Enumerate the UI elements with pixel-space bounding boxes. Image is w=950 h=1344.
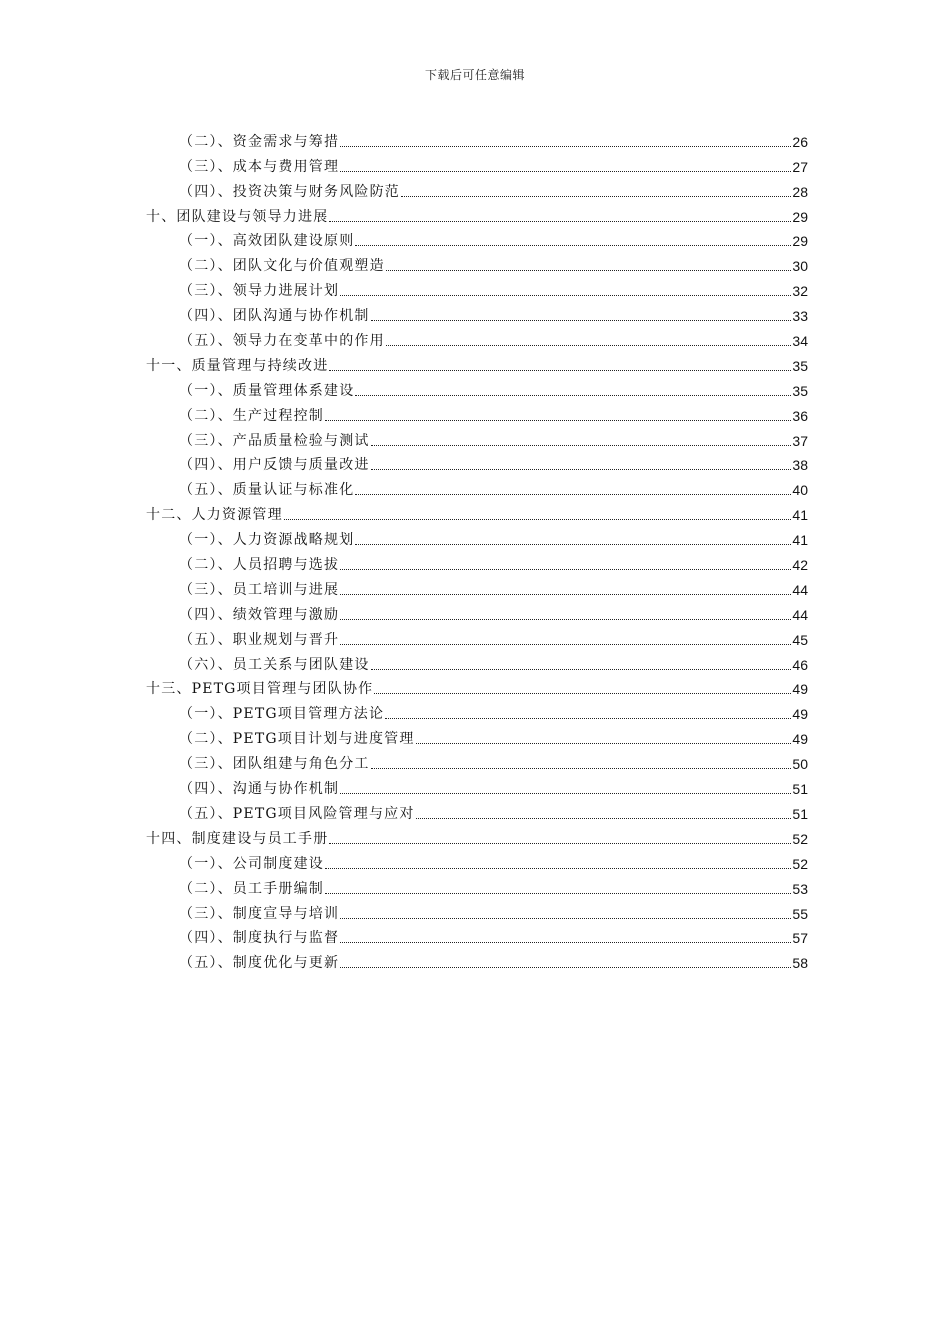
toc-page-number: 30 — [792, 258, 808, 275]
toc-entry-title: （三）、成本与费用管理 — [179, 158, 340, 175]
page-header: 下载后可任意编辑 — [424, 68, 525, 82]
toc-page-number: 44 — [792, 581, 808, 598]
toc-section-entry[interactable] — [146, 226, 808, 251]
toc-page-number: 45 — [792, 631, 808, 648]
toc-page-number: 46 — [792, 656, 808, 673]
toc-dot-leader — [355, 395, 791, 396]
toc-chapter-entry[interactable] — [146, 350, 808, 375]
toc-dot-leader — [325, 420, 791, 421]
toc-entry-title: （一）、高效团队建设原则 — [179, 233, 355, 250]
toc-dot-leader — [325, 868, 791, 869]
toc-dot-leader — [355, 245, 791, 246]
toc-section-entry[interactable] — [146, 176, 808, 201]
toc-section-entry[interactable] — [146, 773, 808, 798]
table-of-contents — [146, 126, 808, 972]
toc-chapter-entry[interactable] — [146, 499, 808, 524]
toc-entry-title: （二）、人员招聘与选拔 — [179, 557, 340, 574]
toc-dot-leader — [386, 345, 792, 346]
toc-page-number: 49 — [792, 706, 808, 723]
toc-section-entry[interactable] — [146, 524, 808, 549]
toc-entry-title: （二）、生产过程控制 — [179, 407, 324, 424]
toc-page-number: 49 — [792, 681, 808, 698]
toc-entry-title: 十一、质量管理与持续改进 — [146, 357, 329, 374]
toc-page-number: 35 — [792, 382, 808, 399]
toc-entry-title: （四）、用户反馈与质量改进 — [179, 457, 370, 474]
toc-chapter-entry[interactable] — [146, 674, 808, 699]
toc-section-entry[interactable] — [146, 400, 808, 425]
toc-dot-leader — [371, 445, 792, 446]
toc-page-number: 34 — [792, 333, 808, 350]
toc-entry-title: 十二、人力资源管理 — [146, 507, 283, 524]
toc-dot-leader — [371, 669, 792, 670]
toc-page-number: 51 — [792, 781, 808, 798]
toc-section-entry[interactable] — [146, 574, 808, 599]
toc-entry-title: （五）、领导力在变革中的作用 — [179, 333, 385, 350]
toc-page-number: 52 — [792, 830, 808, 847]
toc-entry-title: （五）、PETG项目风险管理与应对 — [179, 805, 415, 822]
toc-chapter-entry[interactable] — [146, 201, 808, 226]
toc-entry-title: （四）、绩效管理与激励 — [179, 606, 340, 623]
toc-section-entry[interactable] — [146, 848, 808, 873]
toc-dot-leader — [340, 942, 791, 943]
toc-section-entry[interactable] — [146, 624, 808, 649]
toc-page-number: 29 — [792, 208, 808, 225]
toc-dot-leader — [284, 519, 792, 520]
toc-dot-leader — [416, 743, 792, 744]
toc-section-entry[interactable] — [146, 151, 808, 176]
toc-entry-title: （五）、制度优化与更新 — [179, 955, 340, 972]
toc-entry-title: （五）、质量认证与标准化 — [179, 482, 355, 499]
toc-page-number: 41 — [792, 507, 808, 524]
toc-section-entry[interactable] — [146, 300, 808, 325]
toc-section-entry[interactable] — [146, 599, 808, 624]
toc-page-number: 37 — [792, 432, 808, 449]
toc-entry-title: （一）、质量管理体系建设 — [179, 382, 355, 399]
toc-dot-leader — [340, 295, 791, 296]
toc-entry-title: （一）、公司制度建设 — [179, 855, 324, 872]
toc-dot-leader — [401, 196, 791, 197]
toc-page-number: 33 — [792, 308, 808, 325]
toc-dot-leader — [329, 221, 791, 222]
toc-dot-leader — [340, 918, 791, 919]
toc-page-number: 44 — [792, 606, 808, 623]
toc-page-number: 52 — [792, 855, 808, 872]
toc-entry-title: （二）、PETG项目计划与进度管理 — [179, 731, 415, 748]
toc-page-number: 32 — [792, 283, 808, 300]
toc-page-number: 27 — [792, 158, 808, 175]
toc-dot-leader — [340, 171, 791, 172]
toc-page-number: 28 — [792, 183, 808, 200]
toc-dot-leader — [371, 469, 792, 470]
toc-dot-leader — [340, 644, 791, 645]
toc-page-number: 49 — [792, 731, 808, 748]
toc-section-entry[interactable] — [146, 275, 808, 300]
toc-section-entry[interactable] — [146, 649, 808, 674]
toc-section-entry[interactable] — [146, 723, 808, 748]
toc-entry-title: （二）、团队文化与价值观塑造 — [179, 258, 385, 275]
toc-dot-leader — [329, 370, 791, 371]
toc-dot-leader — [385, 718, 791, 719]
toc-entry-title: （一）、PETG项目管理方法论 — [179, 706, 385, 723]
toc-section-entry[interactable] — [146, 375, 808, 400]
toc-chapter-entry[interactable] — [146, 823, 808, 848]
toc-section-entry[interactable] — [146, 873, 808, 898]
toc-dot-leader — [386, 270, 792, 271]
toc-section-entry[interactable] — [146, 250, 808, 275]
toc-page-number: 50 — [792, 756, 808, 773]
toc-dot-leader — [355, 544, 791, 545]
toc-entry-title: （三）、员工培训与进展 — [179, 581, 340, 598]
toc-entry-title: （三）、领导力进展计划 — [179, 283, 340, 300]
toc-page-number: 38 — [792, 457, 808, 474]
toc-entry-title: （四）、沟通与协作机制 — [179, 781, 340, 798]
toc-section-entry[interactable] — [146, 474, 808, 499]
toc-entry-title: （一）、人力资源战略规划 — [179, 532, 355, 549]
toc-dot-leader — [329, 843, 791, 844]
toc-dot-leader — [340, 967, 791, 968]
toc-page-number: 58 — [792, 955, 808, 972]
toc-entry-title: （二）、员工手册编制 — [179, 880, 324, 897]
toc-section-entry[interactable] — [146, 698, 808, 723]
toc-entry-title: （六）、员工关系与团队建设 — [179, 656, 370, 673]
toc-entry-title: （二）、资金需求与筹措 — [179, 133, 340, 150]
toc-section-entry[interactable] — [146, 126, 808, 151]
toc-entry-title: 十四、制度建设与员工手册 — [146, 830, 329, 847]
toc-dot-leader — [325, 893, 791, 894]
toc-entry-title: 十、团队建设与领导力进展 — [146, 208, 329, 225]
toc-page-number: 55 — [792, 905, 808, 922]
toc-dot-leader — [340, 569, 791, 570]
toc-dot-leader — [340, 619, 791, 620]
toc-entry-title: （四）、投资决策与财务风险防范 — [179, 183, 400, 200]
toc-entry-title: （三）、制度宣导与培训 — [179, 905, 340, 922]
toc-page-number: 29 — [792, 233, 808, 250]
toc-page-number: 53 — [792, 880, 808, 897]
toc-page-number: 26 — [792, 133, 808, 150]
toc-entry-title: （三）、产品质量检验与测试 — [179, 432, 370, 449]
toc-section-entry[interactable] — [146, 748, 808, 773]
toc-dot-leader — [355, 494, 791, 495]
toc-page-number: 40 — [792, 482, 808, 499]
toc-page-number: 36 — [792, 407, 808, 424]
toc-section-entry[interactable] — [146, 450, 808, 475]
toc-dot-leader — [374, 693, 791, 694]
toc-dot-leader — [340, 146, 791, 147]
toc-section-entry[interactable] — [146, 798, 808, 823]
toc-dot-leader — [371, 320, 792, 321]
toc-dot-leader — [340, 594, 791, 595]
toc-section-entry[interactable] — [146, 549, 808, 574]
toc-section-entry[interactable] — [146, 923, 808, 948]
toc-page-number: 51 — [792, 805, 808, 822]
toc-page-number: 57 — [792, 930, 808, 947]
toc-section-entry[interactable] — [146, 425, 808, 450]
toc-page-number: 42 — [792, 557, 808, 574]
toc-entry-title: 十三、PETG项目管理与团队协作 — [146, 681, 374, 698]
toc-dot-leader — [371, 768, 792, 769]
toc-entry-title: （四）、团队沟通与协作机制 — [179, 308, 370, 325]
toc-section-entry[interactable] — [146, 325, 808, 350]
toc-section-entry[interactable] — [146, 898, 808, 923]
toc-dot-leader — [416, 818, 792, 819]
toc-entry-title: （四）、制度执行与监督 — [179, 930, 340, 947]
toc-page-number: 35 — [792, 357, 808, 374]
toc-entry-title: （三）、团队组建与角色分工 — [179, 756, 370, 773]
toc-entry-title: （五）、职业规划与晋升 — [179, 631, 340, 648]
toc-section-entry[interactable] — [146, 947, 808, 972]
toc-page-number: 41 — [792, 532, 808, 549]
toc-dot-leader — [340, 793, 791, 794]
